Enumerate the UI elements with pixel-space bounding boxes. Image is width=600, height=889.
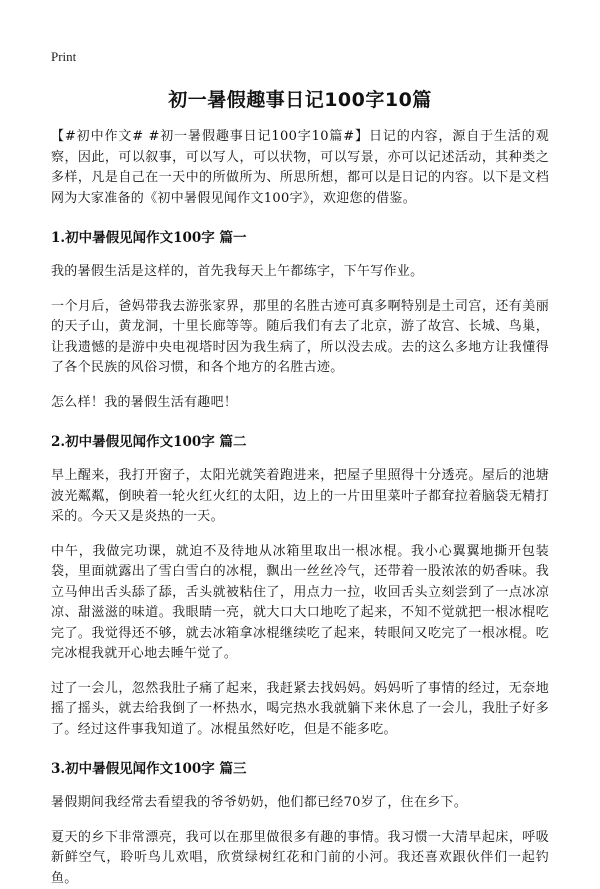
section-2-paragraph-3: 过了一会儿，忽然我肚子痛了起来，我赶紧去找妈妈。妈妈听了事情的经过，无奈地摇了摇头，就去给我倒了一杯热水，喝完热水我就躺下来休息了一会儿，我肚子好多了。经过这件事我知道了。冰棍虽然好吃，但是不能多吃。 bbox=[51, 679, 549, 741]
section-1-paragraph-1: 我的暑假生活是这样的，首先我每天上午都练字，下午写作业。 bbox=[51, 262, 549, 283]
section-1-paragraph-2: 一个月后，爸妈带我去游张家界，那里的名胜古迹可真多啊特别是土司宫，还有美丽的天子山，黄龙洞，十里长廊等等。随后我们有去了北京，游了故宫、长城、鸟巢，让我遗憾的是游中央电视塔时因为我生病了，所以没去成。去的这么多地方让我懂得了各个民族的风俗习惯，和各个地方的名胜古迹。 bbox=[51, 297, 549, 379]
intro-paragraph: 【#初中作文# #初一暑假趣事日记100字10篇#】日记的内容，源自于生活的观察，因此，可以叙事，可以写人，可以状物，可以写景，亦可以记述活动，其种类之多样，凡是自己在一天中的所做所为、所思所想，都可以是日记的内容。以下是文档网为大家准备的《初中暑假见闻作文100字》，欢迎您的借鉴。 bbox=[51, 127, 549, 209]
section-heading-1: 1.初中暑假见闻作文100字 篇一 bbox=[51, 228, 549, 248]
section-2-paragraph-1: 早上醒来，我打开窗子，太阳光就笑着跑进来，把屋子里照得十分透亮。屋后的池塘波光粼粼，倒映着一轮火红火红的太阳，边上的一片田里菜叶子都耷拉着脑袋无精打采的。今天又是炎热的一天。 bbox=[51, 466, 549, 528]
section-3-paragraph-2: 夏天的乡下非常漂亮，我可以在那里做很多有趣的事情。我习惯一大清早起床，呼吸新鲜空气，聆听鸟儿欢唱，欣赏绿树红花和门前的小河。我还喜欢跟伙伴们一起钓鱼。 bbox=[51, 828, 549, 889]
document-title: 初一暑假趣事日记100字10篇 bbox=[51, 87, 549, 113]
print-link[interactable]: Print bbox=[51, 49, 76, 65]
section-2-paragraph-2: 中午，我做完功课，就迫不及待地从冰箱里取出一根冰棍。我小心翼翼地撕开包装袋，里面就露出了雪白雪白的冰棍，飘出一丝丝冷气，还带着一股浓浓的奶香味。我立马伸出舌头舔了舔，舌头就被粘住了，用点力一拉，收回舌头立刻尝到了一点冰凉凉、甜滋滋的味道。我眼睛一亮，就大口大口地吃了起来，不知不觉就把一根冰棍吃完了。我觉得还不够，就去冰箱拿冰棍继续吃了起来，转眼间又吃完了一根冰棍。吃完冰棍我就开心地去睡午觉了。 bbox=[51, 542, 549, 665]
section-heading-2: 2.初中暑假见闻作文100字 篇二 bbox=[51, 432, 549, 452]
section-heading-3: 3.初中暑假见闻作文100字 篇三 bbox=[51, 759, 549, 779]
section-3-paragraph-1: 暑假期间我经常去看望我的爷爷奶奶，他们都已经70岁了，住在乡下。 bbox=[51, 793, 549, 814]
section-1-paragraph-3: 怎么样！我的暑假生活有趣吧！ bbox=[51, 393, 549, 414]
